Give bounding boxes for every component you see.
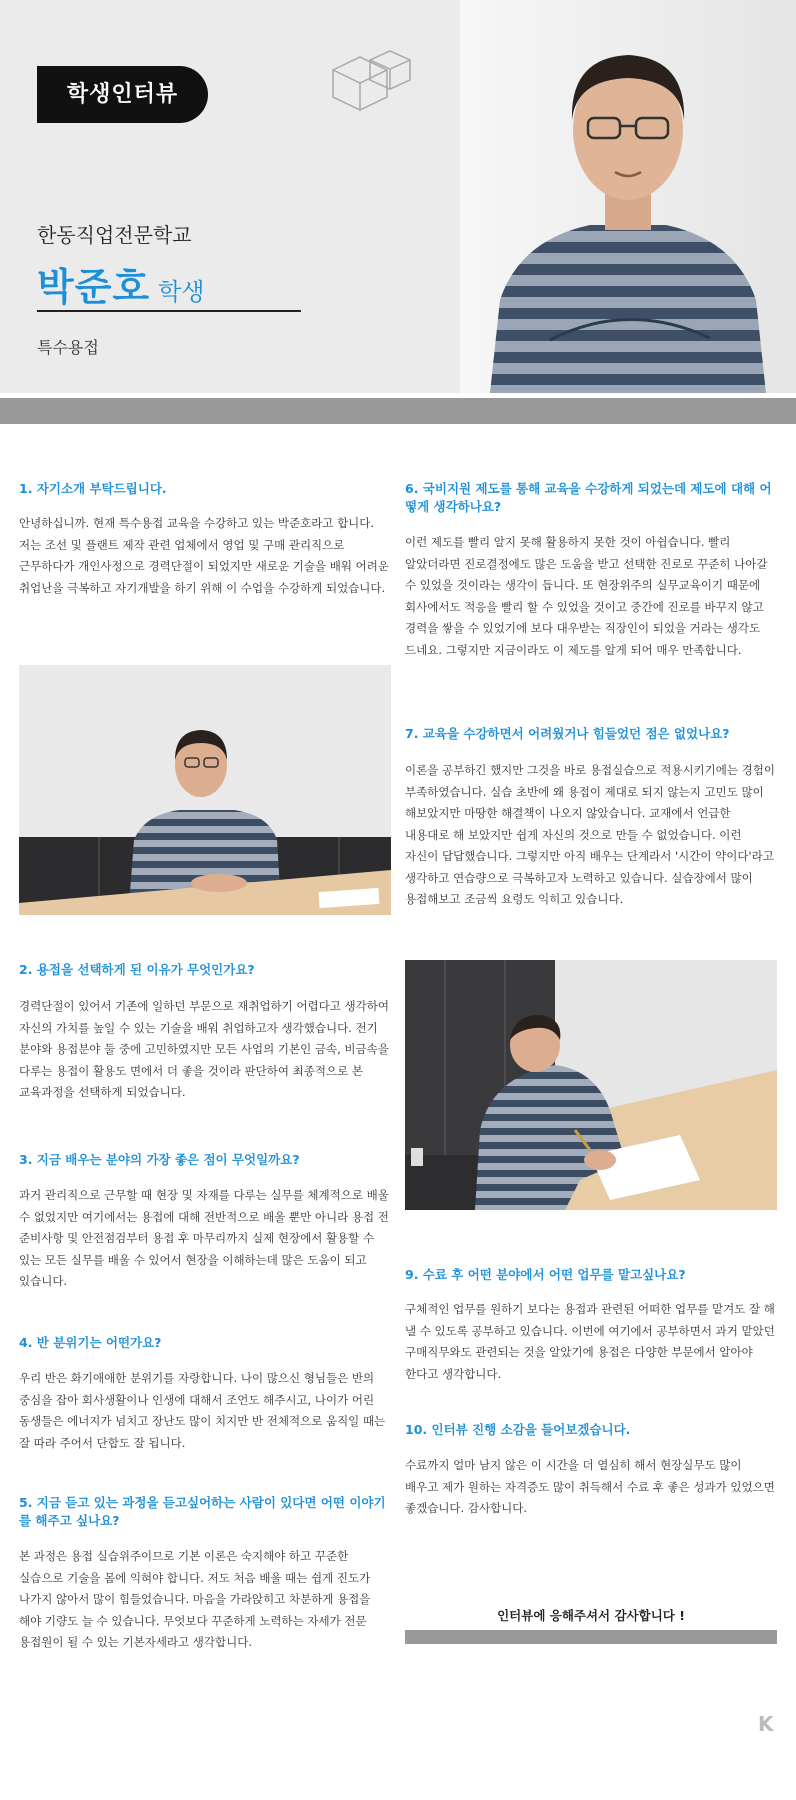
answer-9: 구체적인 업무를 원하기 보다는 용접과 관련된 어떠한 업무를 맡겨도 잘 해 낼 수 있도록 공부하고 있습니다. 이번에 여기에서 공부하면서 과거 맡았던 구매직무와도 관련되는 것을 알았기에 용접은 다양한 부문에서 알아야 한다고 생각합니다. [405,1302,775,1381]
question-3: 3. 지금 배우는 분야의 가장 좋은 점이 무엇일까요? [19,1152,300,1167]
student-name: 박준호 [37,265,151,309]
interview-header [0,0,796,393]
course-name: 특수용접 [37,338,99,357]
school-name: 한동직업전문학교 [37,223,192,247]
interview-photo-writing [405,960,777,1210]
header-divider-bar [0,398,796,424]
answer-10: 수료까지 얼마 남지 않은 이 시간을 더 열심히 해서 현장실무도 많이 배우고 제가 원하는 자격증도 많이 취득해서 수료 후 좋은 성과가 있었으면 좋겠습니다. 감사합니다. [405,1458,775,1515]
question-10: 10. 인터뷰 진행 소감을 들어보겠습니다. [405,1422,631,1437]
answer-7: 이론을 공부하긴 했지만 그것을 바로 용접실습으로 적용시키기에는 경험이 부족하였습니다. 실습 초반에 왜 용접이 제대로 되지 않는지 고민도 많이 해보았지만 마땅한 해결책이 나오지 않았습니다. 교재에서 언급한 내용대로 해 보았지만 쉽게 자신의 것으로 만들 수 없었습니다. 이런 자신이 답답했습니다. 그렇지만 아직 배우는 단계라서 '시간이 약이다'라고 생각하고 연습량으로 극복하고자 노력하고 있습니다. 실습장에서 많이 용접해보고 조금씩 요령도 익히고 있습니다. [405,763,775,906]
answer-4: 우리 반은 화기애애한 분위기를 자랑합니다. 나이 많으신 형님들은 반의 중심을 잡아 회사생활이나 인생에 대해서 조언도 해주시고, 나이가 어린 동생들은 에너지가 넘치고 장난도 많이 치지만 반 전체적으로 움직일 때는 잘 따라 주어서 단합도 잘 됩니다. [19,1371,386,1450]
answer-1: 안녕하십니까. 현재 특수용접 교육을 수강하고 있는 박준호라고 합니다. 저는 조선 및 플랜트 제작 관련 업체에서 영업 및 구매 관리직으로 근무하다가 개인사정으로 경력단절이 되었지만 새로운 기술을 배워 어려운 취업난을 극복하고 자기개발을 하기 위해 이 수업을 수강하게 되었습니다. [19,516,389,595]
question-4: 4. 반 분위기는 어떤가요? [19,1335,162,1350]
footer-divider-bar [405,1630,777,1644]
answer-3: 과거 관리직으로 근무할 때 현장 및 자재를 다루는 실무를 체계적으로 배울 수 없었지만 여기에서는 용접에 대해 전반적으로 배울 뿐만 아니라 용접 전 준비사항 및 안전점검부터 용접 후 마무리까지 실제 현장에서 활용할 수 있는 모든 실무를 배울 수 있어서 현장을 이해하는데 많은 도움이 되고 있습니다. [19,1188,389,1288]
answer-5: 본 과정은 용접 실습위주이므로 기본 이론은 숙지해야 하고 꾸준한 실습으로 기술을 몸에 익혀야 합니다. 저도 처음 배울 때는 쉽게 진도가 나가지 않아서 많이 힘들었습니다. 마음을 가라앉히고 차분하게 용접을 해야 기량도 늘 수 있습니다. 무엇보다 꾸준하게 노력하는 자세가 전문 용접원이 될 수 있는 기본자세라고 생각합니다. [19,1549,371,1649]
question-6: 6. 국비지원 제도를 통해 교육을 수강하게 되었는데 제도에 대해 어떻게 생각하나요? [405,481,772,514]
thanks-message: 인터뷰에 응해주셔서 감사합니다 ! [497,1608,685,1623]
question-7: 7. 교육을 수강하면서 어려웠거나 힘들었던 점은 없었나요? [405,726,730,741]
student-name-row [37,256,205,311]
answer-2: 경력단절이 있어서 기존에 일하던 부문으로 재취업하기 어렵다고 생각하여 자신의 가치를 높일 수 있는 기술을 배워 취업하고자 생각했습니다. 전기 분야와 용접분야 둘 중에 고민하였지만 모든 사업의 기본인 금속, 비금속을 다루는 용접이 활용도 면에서 더 좋을 것이라 판단하여 최종적으로 본 교육과정을 선택하게 되었습니다. [19,999,389,1099]
student-title: 학생 [158,278,205,306]
cube-outline-decoration [325,45,425,120]
interview-badge: 학생인터뷰 [37,66,208,123]
question-2: 2. 용접을 선택하게 된 이유가 무엇인가요? [19,962,255,977]
question-1: 1. 자기소개 부탁드립니다. [19,481,167,496]
brand-logo: K [758,1712,774,1736]
question-5: 5. 지금 듣고 있는 과정을 듣고싶어하는 사람이 있다면 어떤 이야기를 해주고 싶나요? [19,1495,386,1528]
interview-photo-seated [19,665,391,915]
student-portrait-photo [460,0,796,393]
question-9: 9. 수료 후 어떤 분야에서 어떤 업무를 맡고싶나요? [405,1267,686,1282]
name-underline [37,310,301,312]
answer-6: 이런 제도를 빨리 알지 못해 활용하지 못한 것이 아쉽습니다. 빨리 알았더라면 진로결정에도 많은 도움을 받고 선택한 진로로 꾸준히 나아갈 수 있었을 것이라는 생각이 듭니다. 또 현장위주의 실무교육이기 때문에 회사에서도 적응을 빨리 할 수 있었을 것이고 중간에 진로를 바꾸지 않고 경력을 쌓을 수 있었기에 보다 대우받는 직장인이 되었을 거라는 생각도 드네요. 그렇지만 지금이라도 이 제도를 알게 되어 매우 만족합니다. [405,535,768,657]
